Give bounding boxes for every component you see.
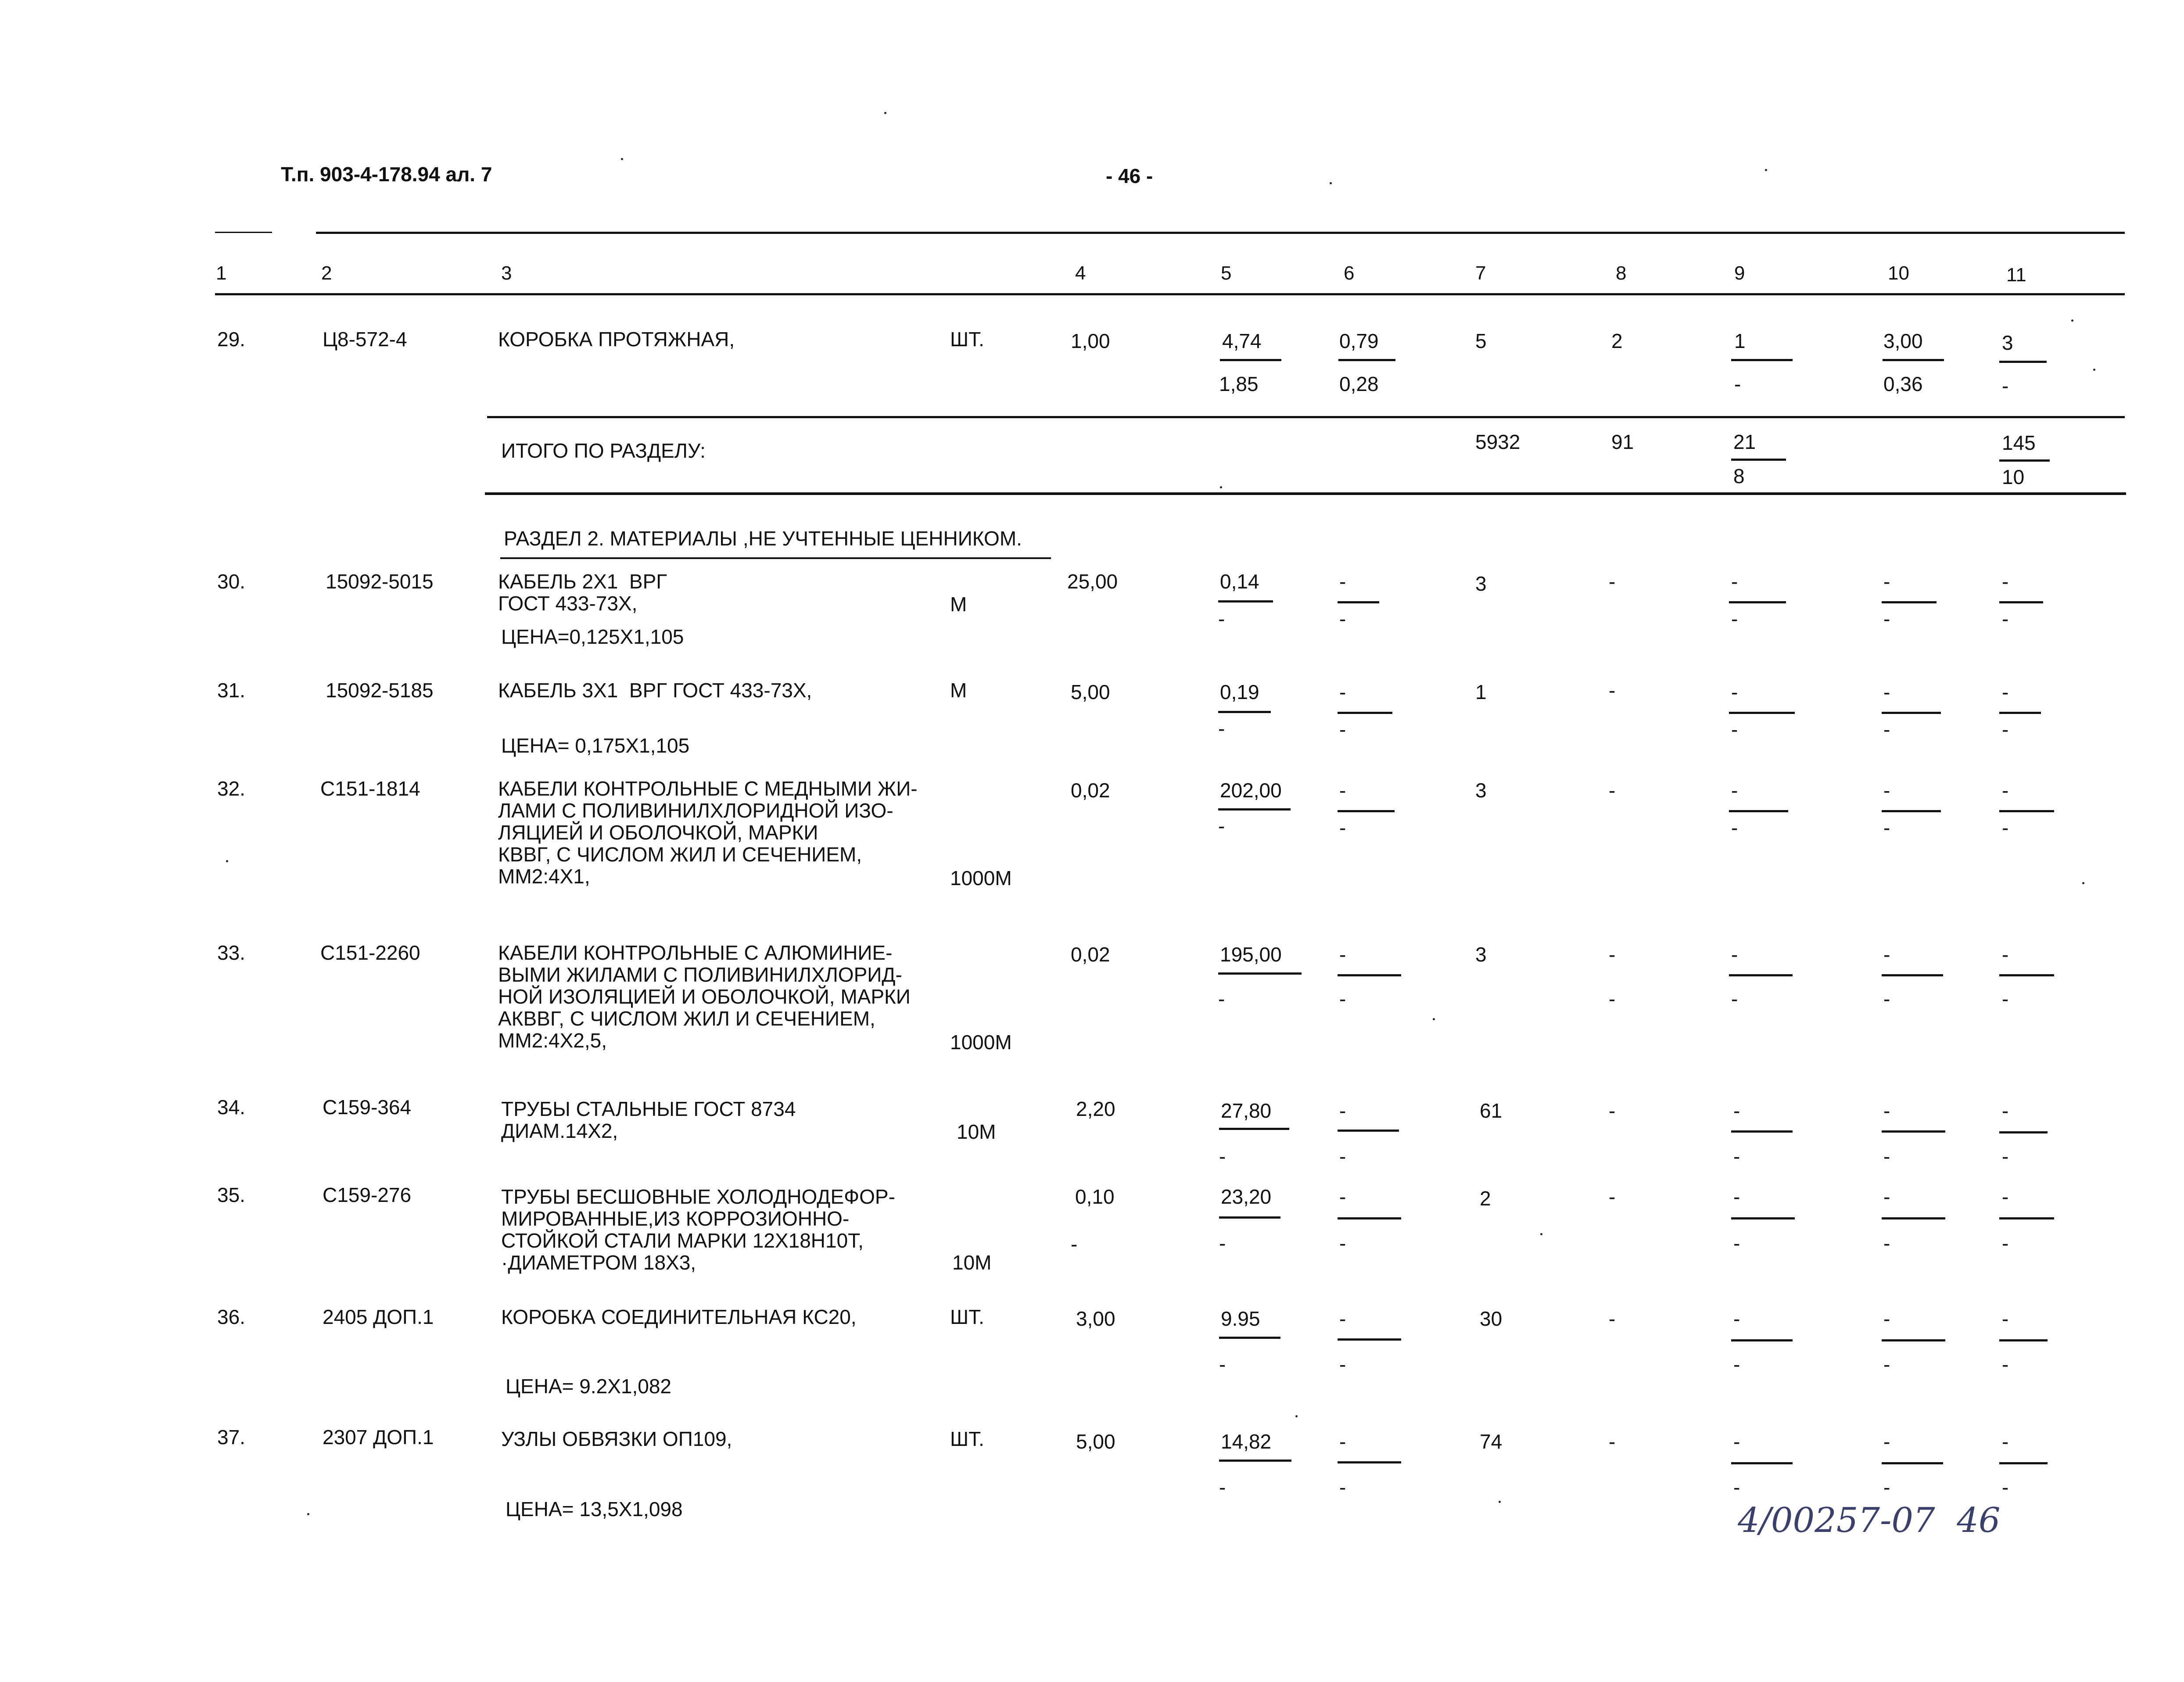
- scan-speck: [1540, 1233, 1542, 1235]
- dash: -: [2002, 1099, 2009, 1122]
- item-quantity: 0,02: [1071, 779, 1110, 802]
- item-unit: ШТ.: [950, 328, 984, 351]
- fraction-bar: [1218, 600, 1273, 603]
- dash: -: [2002, 1307, 2009, 1330]
- scan-speck: [1220, 486, 1222, 488]
- fraction-bar: [1999, 361, 2047, 363]
- item-quantity: 25,00: [1067, 570, 1118, 593]
- fraction-bar: [1338, 1217, 1401, 1219]
- row-number: 30.: [217, 570, 245, 593]
- value-col8: -: [1609, 943, 1616, 966]
- value-col7: 1: [1475, 681, 1487, 703]
- item-code: С151-2260: [320, 941, 420, 964]
- dash: -: [2002, 1430, 2009, 1453]
- value-col6-lower: 0,28: [1339, 373, 1379, 395]
- fraction-bar: [1218, 808, 1291, 811]
- dash: -: [1071, 1233, 1078, 1255]
- dash: -: [2002, 681, 2009, 703]
- dash: -: [1339, 1145, 1346, 1168]
- dash: -: [1883, 570, 1890, 593]
- row-number: 33.: [217, 941, 245, 964]
- fraction-bar: [1729, 810, 1788, 812]
- dash: -: [2002, 1353, 2009, 1376]
- fraction-bar: [1219, 1460, 1291, 1462]
- scan-speck: [1433, 1018, 1435, 1020]
- dash: -: [1883, 1353, 1890, 1376]
- item-quantity: 5,00: [1076, 1430, 1115, 1453]
- dash: -: [1731, 779, 1738, 802]
- dash: -: [1883, 607, 1890, 630]
- value-col8: -: [1609, 1307, 1616, 1330]
- fraction-bar: [1731, 459, 1786, 461]
- column-number: 11: [2006, 264, 2026, 286]
- item-price-formula: ЦЕНА=0,125Х1,105: [501, 625, 684, 648]
- dash: -: [1219, 1476, 1226, 1499]
- dash: -: [1339, 1430, 1346, 1453]
- fraction-bar: [1729, 712, 1795, 714]
- dash: -: [1733, 1232, 1740, 1255]
- dash: -: [2002, 1476, 2009, 1499]
- value-col7: 61: [1480, 1099, 1503, 1122]
- item-quantity: 0,10: [1075, 1185, 1115, 1208]
- row-number: 29.: [217, 328, 245, 351]
- dash: -: [1883, 1307, 1890, 1330]
- total-col11-lower: 10: [2002, 466, 2025, 488]
- dash: -: [1339, 718, 1346, 741]
- value-col7: 2: [1480, 1187, 1491, 1210]
- fraction-bar: [1999, 974, 2054, 976]
- fraction-bar: [1338, 974, 1401, 976]
- dash: -: [1883, 943, 1890, 966]
- fraction-bar: [1219, 1128, 1289, 1130]
- fraction-bar: [1882, 1130, 1945, 1133]
- section-heading-underline: [500, 557, 1051, 559]
- dash: -: [1731, 987, 1738, 1010]
- item-quantity: 2,20: [1076, 1097, 1115, 1120]
- fraction-bar: [1883, 359, 1944, 361]
- dash: -: [1339, 570, 1346, 593]
- item-code: 15092-5185: [326, 679, 434, 702]
- total-label: ИТОГО ПО РАЗДЕЛУ:: [501, 439, 706, 462]
- fraction-bar: [1729, 974, 1793, 976]
- dash: -: [1219, 1145, 1226, 1168]
- value-col8: -: [1609, 779, 1616, 802]
- dash: -: [1339, 1232, 1346, 1255]
- item-unit: 1000М: [950, 1031, 1012, 1054]
- value-col5: 27,80: [1221, 1099, 1272, 1122]
- dash: -: [2002, 943, 2009, 966]
- item-name: ТРУБЫ СТАЛЬНЫЕ ГОСТ 8734 ДИАМ.14Х2,: [501, 1097, 796, 1142]
- value-col5: 4,74: [1222, 330, 1262, 352]
- fraction-bar: [1338, 810, 1395, 812]
- value-col5: 14,82: [1221, 1430, 1272, 1453]
- fraction-bar: [1338, 601, 1379, 603]
- item-unit: М: [950, 679, 967, 702]
- header-rule: [215, 293, 2125, 295]
- item-name: КОРОБКА СОЕДИНИТЕЛЬНАЯ КС20,: [501, 1305, 857, 1328]
- fraction-bar: [1999, 712, 2041, 714]
- dash: -: [2002, 1232, 2009, 1255]
- dash: -: [2002, 779, 2009, 802]
- dash: -: [1733, 1185, 1740, 1208]
- fraction-bar: [1338, 712, 1392, 714]
- column-number: 10: [1888, 262, 1909, 284]
- fraction-bar: [1218, 972, 1302, 975]
- dash: -: [1733, 1145, 1740, 1168]
- fraction-bar: [1999, 1131, 2048, 1133]
- scan-speck: [2093, 369, 2095, 371]
- dash: -: [1883, 816, 1890, 839]
- column-number: 6: [1344, 262, 1355, 284]
- fraction-bar: [1882, 1339, 1945, 1341]
- dash: -: [1733, 1353, 1740, 1376]
- total-col7: 5932: [1475, 430, 1521, 453]
- dash: -: [2002, 570, 2009, 593]
- dash: -: [1733, 1099, 1740, 1122]
- fraction-bar: [1219, 1216, 1280, 1219]
- item-name: КАБЕЛИ КОНТРОЛЬНЫЕ С МЕДНЫМИ ЖИ- ЛАМИ С ПОЛИВИНИЛХЛОРИДНОЙ ИЗО- ЛЯЦИЕЙ И ОБОЛОЧКОЙ, МАРКИ КВВГ, С ЧИСЛОМ ЖИЛ И СЕЧЕНИЕМ, ММ2:4Х1,: [498, 777, 918, 888]
- item-quantity: 3,00: [1076, 1307, 1115, 1330]
- section-heading: РАЗДЕЛ 2. МАТЕРИАЛЫ ,НЕ УЧТЕННЫЕ ЦЕННИКОМ.: [504, 527, 1022, 550]
- fraction-bar: [1338, 1130, 1399, 1132]
- item-name: УЗЛЫ ОБВЯЗКИ ОП109,: [501, 1427, 732, 1450]
- value-col6: 0,79: [1339, 330, 1379, 352]
- scan-speck: [884, 112, 886, 114]
- dash: -: [1339, 681, 1346, 703]
- dash: -: [1339, 1353, 1346, 1376]
- dash: -: [1218, 814, 1225, 837]
- item-unit: ШТ.: [950, 1427, 984, 1450]
- dash: -: [1733, 1430, 1740, 1453]
- item-quantity: 1,00: [1071, 330, 1110, 352]
- fraction-bar: [1338, 359, 1395, 361]
- dash: -: [1731, 718, 1738, 741]
- item-unit: 1000М: [950, 867, 1012, 889]
- row-number: 36.: [217, 1305, 245, 1328]
- fraction-bar: [1999, 810, 2054, 812]
- dash: -: [1609, 987, 1616, 1010]
- dash: -: [1731, 816, 1738, 839]
- document-reference: Т.п. 903-4-178.94 ал. 7: [281, 163, 492, 186]
- total-rule-top: [487, 416, 2125, 418]
- column-number: 5: [1221, 262, 1232, 284]
- scan-speck: [2082, 882, 2084, 884]
- value-col7: 30: [1480, 1307, 1503, 1330]
- item-quantity: 5,00: [1071, 681, 1110, 703]
- dash: -: [2002, 816, 2009, 839]
- fraction-bar: [1999, 601, 2043, 603]
- item-name: КОРОБКА ПРОТЯЖНАЯ,: [498, 328, 735, 351]
- item-code: С151-1814: [320, 777, 420, 800]
- item-price-formula: ЦЕНА= 13,5Х1,098: [506, 1498, 683, 1521]
- value-col11-lower: -: [2002, 374, 2009, 397]
- top-rule: [316, 232, 2125, 234]
- value-col5: 9.95: [1221, 1307, 1260, 1330]
- dash: -: [1339, 779, 1346, 802]
- column-number: 4: [1075, 262, 1086, 284]
- item-code: С159-276: [323, 1183, 412, 1206]
- dash: -: [1339, 1185, 1346, 1208]
- fraction-bar: [1220, 359, 1281, 361]
- dash: -: [1339, 1307, 1346, 1330]
- total-col11: 145: [2002, 431, 2036, 454]
- dash: -: [1883, 1145, 1890, 1168]
- dash: -: [2002, 1185, 2009, 1208]
- dash: -: [1731, 943, 1738, 966]
- value-col7: 5: [1475, 330, 1487, 352]
- item-price-formula: ЦЕНА= 0,175Х1,105: [501, 734, 690, 757]
- item-unit: 10М: [957, 1120, 996, 1143]
- item-code: С159-364: [323, 1096, 412, 1119]
- row-number: 37.: [217, 1426, 245, 1449]
- scan-speck: [1765, 169, 1767, 171]
- dash: -: [1883, 987, 1890, 1010]
- fraction-bar: [1882, 1217, 1945, 1219]
- value-col8: -: [1609, 1430, 1616, 1453]
- dash: -: [1883, 681, 1890, 703]
- fraction-bar: [1338, 1461, 1401, 1463]
- fraction-bar: [1731, 1462, 1793, 1464]
- handwritten-archive-number: 4/00257-07 46: [1738, 1501, 2001, 1540]
- dash: -: [1733, 1476, 1740, 1499]
- dash: -: [1218, 987, 1225, 1010]
- value-col5: 195,00: [1220, 943, 1282, 966]
- dash: -: [1883, 718, 1890, 741]
- fraction-bar: [1731, 1217, 1795, 1219]
- dash: -: [1883, 1185, 1890, 1208]
- value-col11: 3: [2002, 331, 2013, 354]
- fraction-bar: [1999, 459, 2050, 462]
- dash: -: [1339, 1099, 1346, 1122]
- fraction-bar: [1218, 711, 1271, 713]
- item-code: 2405 ДОП.1: [323, 1305, 434, 1328]
- row-number: 31.: [217, 679, 245, 702]
- column-number: 1: [216, 262, 227, 284]
- dash: -: [1339, 1476, 1346, 1499]
- total-col9-lower: 8: [1733, 465, 1745, 488]
- fraction-bar: [1882, 1462, 1943, 1464]
- fraction-bar: [1882, 810, 1941, 812]
- column-number: 7: [1475, 262, 1486, 284]
- scan-speck: [2071, 319, 2073, 322]
- item-code: Ц8-572-4: [323, 328, 407, 351]
- item-name: ТРУБЫ БЕСШОВНЫЕ ХОЛОДНОДЕФОР- МИРОВАННЫЕ,ИЗ КОРРОЗИОННО- СТОЙКОЙ СТАЛИ МАРКИ 12Х18Н10Т, ·ДИАМЕТРОМ 18Х3,: [501, 1185, 895, 1274]
- item-code: 15092-5015: [326, 570, 434, 593]
- fraction-bar: [1999, 1217, 2054, 1219]
- scan-speck: [621, 158, 623, 160]
- dash: -: [1339, 987, 1346, 1010]
- item-price-formula: ЦЕНА= 9.2Х1,082: [506, 1375, 671, 1398]
- fraction-bar: [1731, 1339, 1793, 1341]
- value-col9: 1: [1734, 330, 1746, 352]
- value-col10-lower: 0,36: [1883, 373, 1923, 395]
- value-col5: 202,00: [1220, 779, 1282, 802]
- dash: -: [1731, 570, 1738, 593]
- value-col5: 0,19: [1220, 681, 1259, 703]
- fraction-bar: [1729, 601, 1786, 603]
- dash: -: [1883, 1430, 1890, 1453]
- fraction-bar: [1219, 1337, 1280, 1339]
- item-quantity: 0,02: [1071, 943, 1110, 966]
- value-col5: 0,14: [1220, 570, 1259, 593]
- fraction-bar: [1999, 1339, 2048, 1341]
- column-number: 8: [1616, 262, 1627, 284]
- fraction-bar: [1882, 712, 1941, 714]
- dash: -: [2002, 1145, 2009, 1168]
- scan-speck: [1295, 1415, 1298, 1417]
- item-name: КАБЕЛЬ 2Х1 ВРГ ГОСТ 433-73Х,: [498, 570, 667, 615]
- dash: -: [1731, 681, 1738, 703]
- dash: -: [2002, 607, 2009, 630]
- value-col8: -: [1609, 1099, 1616, 1122]
- fraction-bar: [1882, 601, 1937, 603]
- dash: -: [1218, 717, 1225, 740]
- top-rule-stub: [215, 232, 272, 233]
- dash: -: [1339, 943, 1346, 966]
- value-col7: 3: [1475, 779, 1487, 802]
- item-code: 2307 ДОП.1: [323, 1426, 434, 1449]
- column-number: 9: [1734, 262, 1745, 284]
- item-unit: ШТ.: [950, 1305, 984, 1328]
- dash: -: [1219, 1353, 1226, 1376]
- dash: -: [1883, 779, 1890, 802]
- column-number: 2: [321, 262, 332, 284]
- value-col8: -: [1609, 1185, 1616, 1208]
- dash: -: [1731, 607, 1738, 630]
- value-col7: 74: [1480, 1430, 1503, 1453]
- value-col5: 23,20: [1221, 1185, 1272, 1208]
- dash: -: [1219, 1232, 1226, 1255]
- total-col8: 91: [1611, 430, 1634, 453]
- dash: -: [1883, 1232, 1890, 1255]
- value-col7: 3: [1475, 572, 1487, 595]
- dash: -: [1218, 607, 1225, 630]
- row-number: 35.: [217, 1183, 245, 1206]
- value-col8: 2: [1611, 330, 1623, 352]
- item-name: КАБЕЛИ КОНТРОЛЬНЫЕ С АЛЮМИНИЕ- ВЫМИ ЖИЛАМИ С ПОЛИВИНИЛХЛОРИД- НОЙ ИЗОЛЯЦИЕЙ И ОБОЛОЧКОЙ, МАРКИ АКВВГ, С ЧИСЛОМ ЖИЛ И СЕЧЕНИЕМ, ММ2:4Х2,5,: [498, 941, 911, 1052]
- dash: -: [1339, 816, 1346, 839]
- value-col7: 3: [1475, 943, 1487, 966]
- fraction-bar: [1999, 1462, 2048, 1464]
- scan-speck: [1499, 1501, 1501, 1503]
- value-col8: -: [1609, 570, 1616, 593]
- scan-speck: [1330, 182, 1332, 184]
- item-name: КАБЕЛЬ 3Х1 ВРГ ГОСТ 433-73Х,: [498, 679, 812, 702]
- dash: -: [1883, 1476, 1890, 1499]
- value-col10: 3,00: [1883, 330, 1923, 352]
- fraction-bar: [1338, 1338, 1401, 1341]
- page-number: - 46 -: [1106, 165, 1153, 187]
- row-number: 32.: [217, 777, 245, 800]
- item-unit: М: [950, 593, 967, 616]
- dash: -: [1883, 1099, 1890, 1122]
- scan-speck: [226, 860, 228, 862]
- total-rule-bottom: [485, 492, 2126, 495]
- dash: -: [1733, 1307, 1740, 1330]
- fraction-bar: [1731, 359, 1793, 361]
- dash: -: [2002, 987, 2009, 1010]
- fraction-bar: [1731, 1130, 1793, 1133]
- value-col5-lower: 1,85: [1219, 373, 1259, 395]
- row-number: 34.: [217, 1096, 245, 1119]
- value-col8: -: [1609, 679, 1616, 702]
- fraction-bar: [1882, 974, 1943, 976]
- scan-speck: [307, 1513, 309, 1515]
- dash: -: [2002, 718, 2009, 741]
- dash: -: [1339, 607, 1346, 630]
- item-unit: 10М: [952, 1251, 992, 1274]
- column-number: 3: [501, 262, 512, 284]
- total-col9: 21: [1733, 430, 1756, 453]
- value-col9-lower: -: [1734, 373, 1741, 395]
